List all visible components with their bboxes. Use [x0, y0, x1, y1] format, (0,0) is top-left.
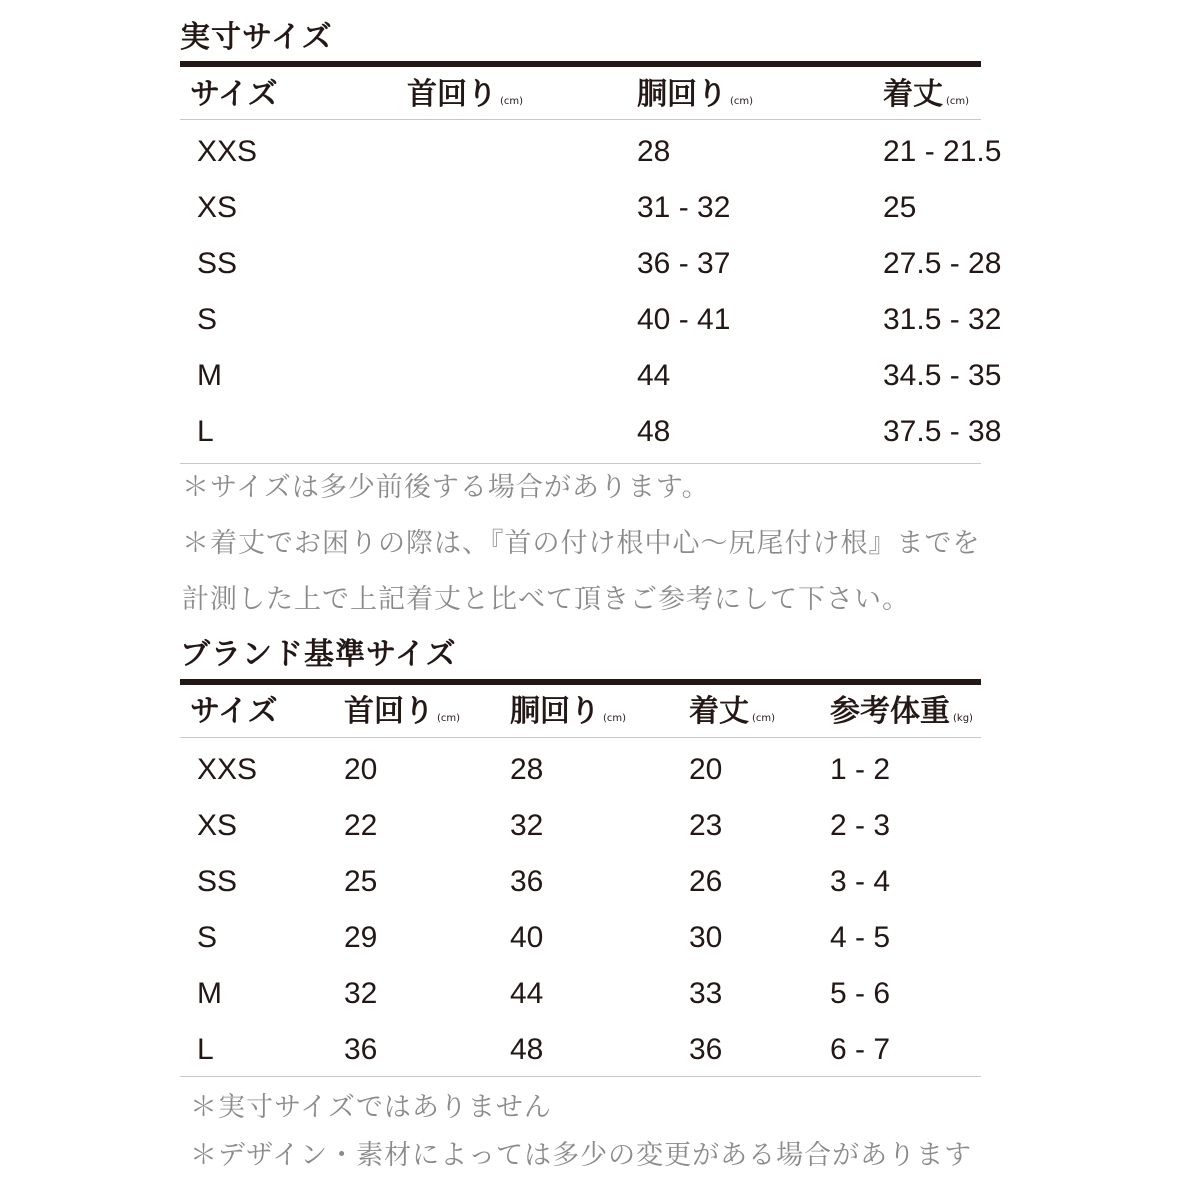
- cell-size: M: [197, 359, 222, 392]
- cell-neck: 29: [344, 921, 378, 954]
- cell-chest: 44: [510, 977, 544, 1010]
- cell-chest: 32: [510, 809, 544, 842]
- cell-chest: 36 - 37: [637, 247, 731, 280]
- cell-weight: 5 - 6: [830, 977, 891, 1010]
- cell-neck: 20: [344, 753, 378, 786]
- cell-size: XXS: [197, 753, 258, 786]
- cell-weight: 3 - 4: [830, 865, 891, 898]
- cell-size: S: [197, 921, 218, 954]
- cell-chest: 44: [637, 359, 671, 392]
- cell-length: 20: [689, 753, 723, 786]
- brand-size-bottom-rule: [180, 1076, 981, 1077]
- cell-length: 27.5 - 28: [883, 247, 1002, 280]
- cell-length: 23: [689, 809, 723, 842]
- cell-length: 33: [689, 977, 723, 1010]
- cell-length: 37.5 - 38: [883, 415, 1002, 448]
- unit-cm: (cm): [603, 713, 627, 724]
- header-weight: 参考体重 (kg): [830, 694, 973, 729]
- cell-size: XXS: [197, 135, 258, 168]
- unit-kg: (kg): [953, 713, 973, 724]
- cell-weight: 2 - 3: [830, 809, 891, 842]
- unit-cm: (cm): [500, 96, 524, 107]
- cell-size: S: [197, 303, 218, 336]
- cell-size: L: [197, 415, 214, 448]
- cell-length: 30: [689, 921, 723, 954]
- cell-length: 25: [883, 191, 917, 224]
- header-neck: 首回り (cm): [407, 77, 524, 112]
- brand-size-title: ブランド基準サイズ: [180, 637, 457, 672]
- cell-chest: 31 - 32: [637, 191, 731, 224]
- actual-size-title: 実寸サイズ: [180, 20, 333, 55]
- brand-size-note: ＊デザイン・素材によっては多少の変更がある場合があります: [190, 1140, 973, 1171]
- cell-chest: 28: [510, 753, 544, 786]
- actual-size-top-rule: [180, 61, 981, 67]
- header-length: 着丈 (cm): [883, 77, 970, 112]
- header-size: サイズ: [190, 77, 278, 112]
- cell-chest: 40: [510, 921, 544, 954]
- brand-size-top-rule: [180, 679, 981, 685]
- cell-neck: 36: [344, 1033, 378, 1066]
- actual-size-note: ＊着丈でお困りの際は、『首の付け根中心〜尻尾付け根』までを: [182, 528, 981, 559]
- actual-size-note: ＊サイズは多少前後する場合があります。: [182, 472, 710, 503]
- cell-weight: 6 - 7: [830, 1033, 891, 1066]
- cell-neck: 22: [344, 809, 378, 842]
- header-chest: 胴回り (cm): [637, 77, 754, 112]
- unit-cm: (cm): [730, 96, 754, 107]
- cell-chest: 28: [637, 135, 671, 168]
- cell-chest: 40 - 41: [637, 303, 731, 336]
- header-neck: 首回り (cm): [344, 694, 461, 729]
- unit-cm: (cm): [946, 96, 970, 107]
- actual-size-bottom-rule: [180, 463, 981, 464]
- cell-chest: 48: [510, 1033, 544, 1066]
- cell-size: SS: [197, 247, 238, 280]
- cell-neck: 25: [344, 865, 378, 898]
- cell-size: XS: [197, 191, 238, 224]
- cell-size: XS: [197, 809, 238, 842]
- unit-cm: (cm): [437, 713, 461, 724]
- cell-weight: 1 - 2: [830, 753, 891, 786]
- brand-size-note: ＊実寸サイズではありません: [190, 1092, 552, 1123]
- actual-size-header-rule: [180, 119, 981, 120]
- cell-size: L: [197, 1033, 214, 1066]
- cell-weight: 4 - 5: [830, 921, 891, 954]
- cell-neck: 32: [344, 977, 378, 1010]
- unit-cm: (cm): [752, 713, 776, 724]
- brand-size-header-rule: [180, 737, 981, 738]
- actual-size-note: 計測した上で上記着丈と比べて頂きご参考にして下さい。: [182, 584, 910, 615]
- cell-length: 31.5 - 32: [883, 303, 1002, 336]
- cell-length: 21 - 21.5: [883, 135, 1002, 168]
- cell-length: 34.5 - 35: [883, 359, 1002, 392]
- cell-size: SS: [197, 865, 238, 898]
- header-size: サイズ: [190, 694, 278, 729]
- cell-length: 36: [689, 1033, 723, 1066]
- cell-size: M: [197, 977, 222, 1010]
- cell-chest: 48: [637, 415, 671, 448]
- header-length: 着丈 (cm): [689, 694, 776, 729]
- cell-length: 26: [689, 865, 723, 898]
- cell-chest: 36: [510, 865, 544, 898]
- header-chest: 胴回り (cm): [510, 694, 627, 729]
